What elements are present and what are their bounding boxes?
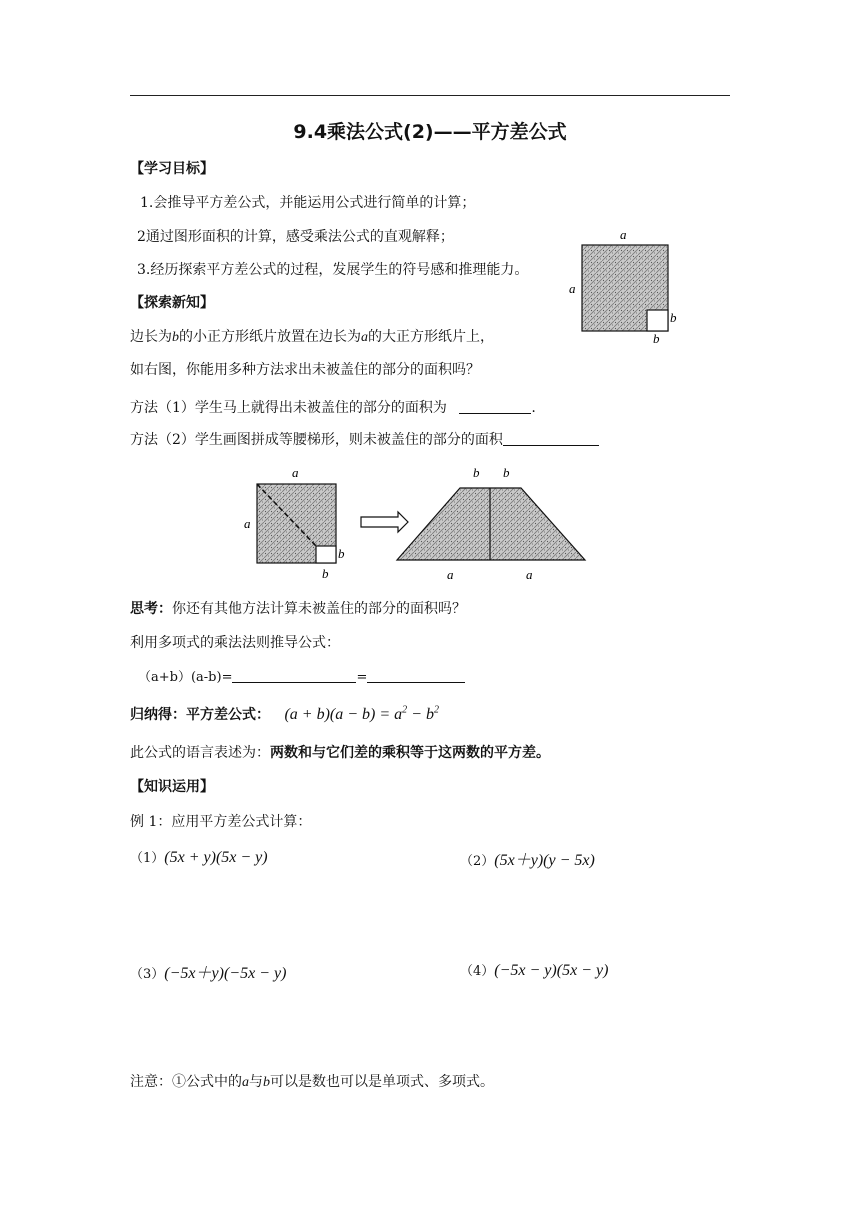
formula-exp-1: 2	[402, 704, 408, 716]
method1-answer-blank[interactable]	[459, 399, 531, 414]
fig2-small-square	[316, 546, 336, 563]
arrow-icon	[361, 512, 408, 532]
statement-line	[130, 742, 550, 762]
explore-line1-post: 的大正方形纸片上，	[368, 329, 494, 345]
section-explore: 【探索新知】	[130, 295, 214, 311]
problem-1-expr: (5x + y)(5x − y)	[164, 849, 268, 866]
note-pre: 注意：①公式中的	[130, 1074, 242, 1090]
fig2-label-b-right: b	[338, 546, 345, 561]
formula-mid: − b	[407, 706, 434, 723]
example-title: 例 1：应用平方差公式计算：	[130, 814, 312, 830]
summary-label: 归纳得：平方差公式：	[130, 707, 270, 723]
problem-3	[130, 960, 286, 983]
method1-end: .	[531, 400, 536, 416]
problem-4	[460, 960, 608, 980]
fig2-label-a-left: a	[244, 516, 251, 531]
problem-3-num: （3）	[130, 967, 165, 982]
var-b: b	[172, 330, 179, 345]
goal-3: 3.经历探索平方差公式的过程，发展学生的符号感和推理能力。	[137, 262, 529, 278]
problem-4-num: （4）	[460, 964, 495, 979]
note-var-a: a	[242, 1075, 249, 1090]
note-mid: 与	[249, 1074, 263, 1090]
header-rule	[130, 95, 730, 96]
fig2-label-a-top: a	[292, 465, 299, 480]
figure-transform	[240, 462, 600, 587]
section-goals: 【学习目标】	[130, 161, 214, 177]
problem-3-expr: (−5x＋y)(−5x − y)	[164, 965, 287, 982]
formula	[284, 706, 439, 723]
fig1-label-b-bottom: b	[653, 331, 660, 346]
method-2	[130, 429, 599, 449]
fig1-label-a-left: a	[569, 281, 576, 296]
formula-exp-2: 2	[433, 704, 439, 716]
fig1-label-b-right: b	[670, 310, 677, 325]
problem-2-expr: (5x＋y)(y − 5x)	[494, 852, 595, 869]
note-line	[130, 1071, 494, 1091]
derive-line: 利用多项式的乘法法则推导公式：	[130, 635, 340, 651]
explore-line-2: 如右图，你能用多种方法求出未被盖住的部分的面积吗？	[130, 362, 480, 378]
small-square	[647, 310, 668, 331]
problem-1-num: （1）	[130, 851, 165, 866]
trap-label-a-left: a	[447, 567, 454, 582]
derive-expr: （a+b）(a-b)=	[138, 670, 233, 685]
explore-line1-mid: 的小正方形纸片放置在边长为	[179, 329, 361, 345]
fig2-label-b-bottom: b	[322, 566, 329, 581]
goal-2: 2通过图形面积的计算，感受乘法公式的直观解释；	[137, 229, 454, 245]
explore-line-1	[130, 326, 494, 346]
goal-1: 1.会推导平方差公式，并能运用公式进行简单的计算；	[140, 195, 476, 211]
method2-answer-blank[interactable]	[503, 431, 599, 446]
trap-label-a-right: a	[526, 567, 533, 582]
problem-4-expr: (−5x − y)(5x − y)	[494, 962, 609, 979]
explore-line1-pre: 边长为	[130, 329, 172, 345]
derive-eq: =	[356, 670, 368, 685]
derive-blank-2[interactable]	[367, 668, 465, 683]
fig1-label-a-top: a	[620, 227, 627, 242]
method2-text: 方法（2）学生画图拼成等腰梯形，则未被盖住的部分的面积	[130, 432, 503, 448]
derive-expression	[138, 666, 465, 685]
section-apply: 【知识运用】	[130, 779, 214, 795]
var-a: a	[361, 330, 368, 345]
note-var-b: b	[263, 1075, 270, 1090]
derive-blank-1[interactable]	[232, 668, 356, 683]
statement-bold: 两数和与它们差的乘积等于这两数的平方差。	[270, 745, 550, 761]
trap-label-b-right: b	[503, 465, 510, 480]
method1-text: 方法（1）学生马上就得出未被盖住的部分的面积为	[130, 400, 447, 416]
formula-lhs: (a + b)(a − b) = a	[284, 706, 403, 723]
note-post: 可以是数也可以是单项式、多项式。	[270, 1074, 494, 1090]
statement-pre: 此公式的语言表述为：	[130, 745, 270, 761]
summary-line	[130, 704, 439, 724]
think-line	[130, 598, 466, 618]
think-label: 思考：	[130, 601, 172, 617]
page-title: 9.4乘法公式(2)——平方差公式	[293, 121, 567, 143]
problem-2-num: （2）	[460, 854, 495, 869]
figure-square	[560, 225, 690, 345]
problem-2	[460, 847, 595, 870]
method-1	[130, 397, 536, 417]
think-text: 你还有其他方法计算未被盖住的部分的面积吗？	[172, 601, 466, 617]
trapezoid	[397, 488, 585, 560]
problem-1	[130, 847, 268, 867]
trap-label-b-left: b	[473, 465, 480, 480]
